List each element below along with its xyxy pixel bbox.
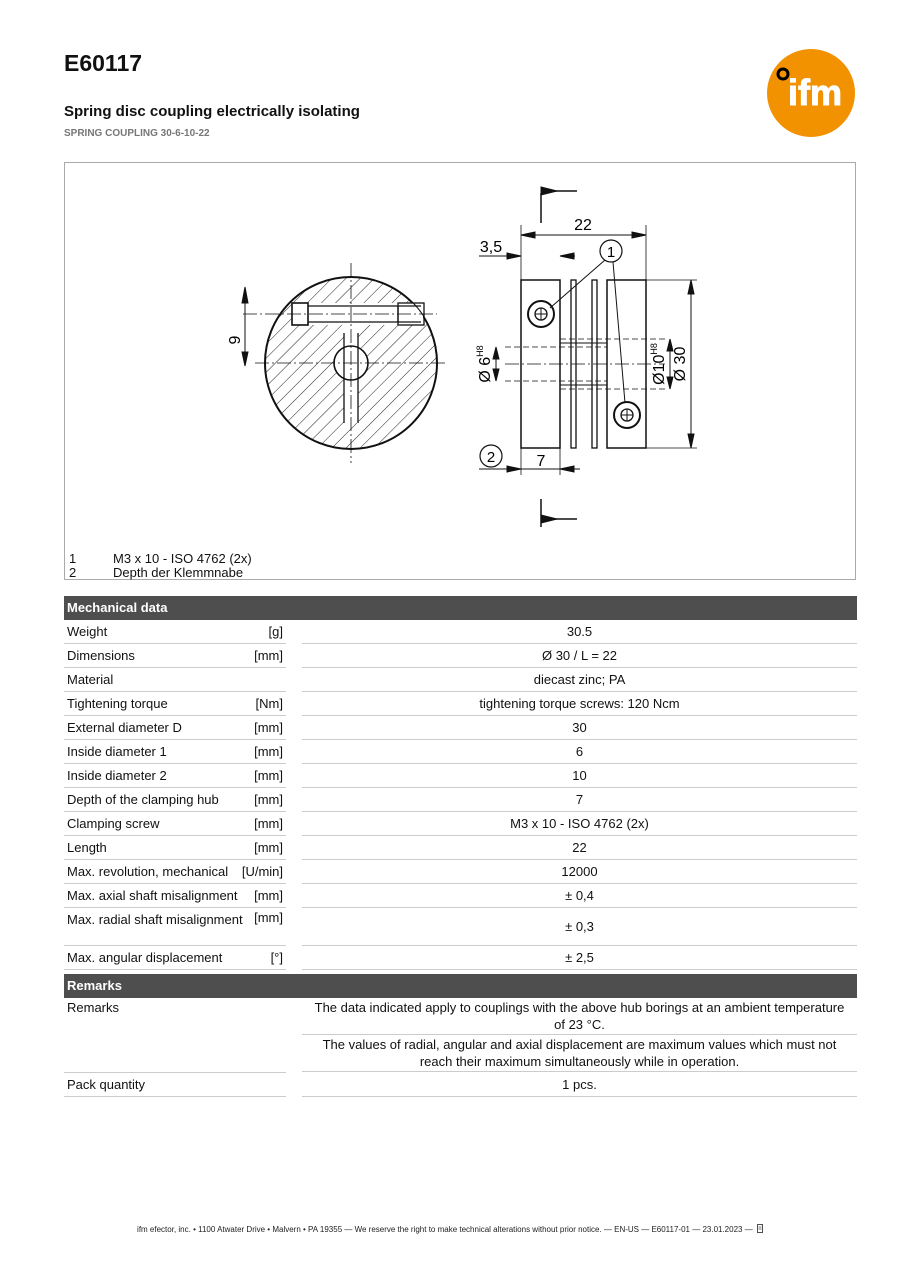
legend-text: M3 x 10 - ISO 4762 (2x) xyxy=(113,551,252,566)
table-row xyxy=(64,860,857,884)
technical-drawing xyxy=(64,162,856,580)
row-unit: [mm] xyxy=(254,840,283,855)
product-code: SPRING COUPLING 30-6-10-22 xyxy=(64,128,210,139)
remark-text: The data indicated apply to couplings with the above hub borings at an ambient temperature of 23 °C. xyxy=(302,998,857,1035)
row-label: Inside diameter 1 xyxy=(67,744,167,759)
row-unit: [mm] xyxy=(254,888,283,903)
row-value: tightening torque screws: 120 Ncm xyxy=(302,692,857,716)
dim-30: Ø 30 xyxy=(672,346,689,382)
logo-text: ifm xyxy=(788,72,842,113)
row-label: Clamping screw xyxy=(67,816,160,831)
row-label: Max. revolution, mechanical xyxy=(67,864,229,879)
row-value: 30 xyxy=(302,716,857,740)
row-value: 30.5 xyxy=(302,620,857,644)
table-row xyxy=(64,788,857,812)
row-unit: [Nm] xyxy=(255,696,283,711)
row-unit: [mm] xyxy=(254,816,283,831)
row-label: Weight xyxy=(67,624,108,639)
dim-6-tol: H8 xyxy=(475,345,485,357)
row-unit: [g] xyxy=(268,624,283,639)
dim-7: 7 xyxy=(536,453,546,470)
pack-label: Pack quantity xyxy=(67,1077,146,1092)
drawing-legend xyxy=(69,552,252,580)
row-value: 6 xyxy=(302,740,857,764)
table-row xyxy=(64,644,857,668)
table-row xyxy=(64,836,857,860)
legend-number: 2 xyxy=(69,565,77,580)
data-table xyxy=(64,596,857,1097)
row-label: External diameter D xyxy=(67,720,182,735)
svg-text:Ø10H8 xyxy=(649,343,668,385)
remarks-label: Remarks xyxy=(67,1000,120,1015)
legend-number: 1 xyxy=(69,551,77,566)
table-row xyxy=(64,620,857,644)
row-label: Inside diameter 2 xyxy=(67,768,167,783)
row-unit: [mm] xyxy=(254,910,283,925)
dim-22: 22 xyxy=(574,217,592,234)
footer-text: ifm efector, inc. • 1100 Atwater Drive • Malvern • PA 19355 — We reserve the right to make technical alterations without prior notice. — EN-US — E60117-01 — 23.01.2023 — xyxy=(137,1225,753,1234)
svg-text:Ø 6H8 xyxy=(475,345,494,382)
remark-text: The values of radial, angular and axial displacement are maximum values which must not reach their maximum simultaneously while in operation. xyxy=(302,1035,857,1072)
row-unit: [°] xyxy=(270,950,283,965)
product-subtitle: Spring disc coupling electrically isolating xyxy=(64,103,360,120)
dim-10-tol: H8 xyxy=(649,343,659,355)
row-label: Depth of the clamping hub xyxy=(67,792,219,807)
pack-value: 1 pcs. xyxy=(302,1073,857,1097)
remarks-header: Remarks xyxy=(64,974,857,998)
table-row xyxy=(64,884,857,908)
table-row xyxy=(64,946,857,970)
row-value: ± 0,4 xyxy=(302,884,857,908)
dim-9: 9 xyxy=(227,335,244,345)
callout-1: 1 xyxy=(606,244,616,261)
pack-quantity-row xyxy=(64,1073,857,1097)
legend-item xyxy=(69,566,252,580)
row-label: Dimensions xyxy=(67,648,135,663)
table-row xyxy=(64,668,857,692)
row-label: Max. radial shaft misalignment xyxy=(67,912,243,927)
table-row xyxy=(64,908,857,946)
row-value: Ø 30 / L = 22 xyxy=(302,644,857,668)
table-row xyxy=(64,812,857,836)
page-icon xyxy=(757,1224,763,1233)
page-title: E60117 xyxy=(64,50,143,76)
callout-2: 2 xyxy=(486,449,496,466)
row-label: Material xyxy=(67,672,114,687)
row-label: Max. axial shaft misalignment xyxy=(67,888,238,903)
cross-section-view xyxy=(242,263,445,463)
row-value: M3 x 10 - ISO 4762 (2x) xyxy=(302,812,857,836)
row-value: diecast zinc; PA xyxy=(302,668,857,692)
drawing-svg xyxy=(65,163,857,581)
row-value: 22 xyxy=(302,836,857,860)
ifm-logo xyxy=(766,48,856,138)
row-unit: [mm] xyxy=(254,744,283,759)
table-row xyxy=(64,716,857,740)
legend-text: Depth der Klemmnabe xyxy=(113,565,244,580)
row-unit: [mm] xyxy=(254,720,283,735)
table-row xyxy=(64,692,857,716)
row-unit: [mm] xyxy=(254,792,283,807)
row-label: Max. angular displacement xyxy=(67,950,223,965)
remarks-row xyxy=(64,998,857,1073)
dim-6: Ø 6 xyxy=(477,356,494,383)
footer xyxy=(0,1224,900,1234)
row-value: 12000 xyxy=(302,860,857,884)
mechanical-data-header: Mechanical data xyxy=(64,596,857,620)
dim-10: Ø10 xyxy=(651,354,668,385)
row-value: ± 0,3 xyxy=(302,908,857,946)
table-row xyxy=(64,740,857,764)
dim-3-5: 3,5 xyxy=(479,239,503,256)
row-label: Tightening torque xyxy=(67,696,168,711)
table-row xyxy=(64,764,857,788)
legend-item xyxy=(69,552,252,566)
row-unit xyxy=(279,672,283,689)
row-unit: [mm] xyxy=(254,768,283,783)
row-label: Length xyxy=(67,840,107,855)
row-unit: [mm] xyxy=(254,648,283,663)
row-value: ± 2,5 xyxy=(302,946,857,970)
row-value: 7 xyxy=(302,788,857,812)
row-value: 10 xyxy=(302,764,857,788)
row-unit: [U/min] xyxy=(241,864,283,879)
